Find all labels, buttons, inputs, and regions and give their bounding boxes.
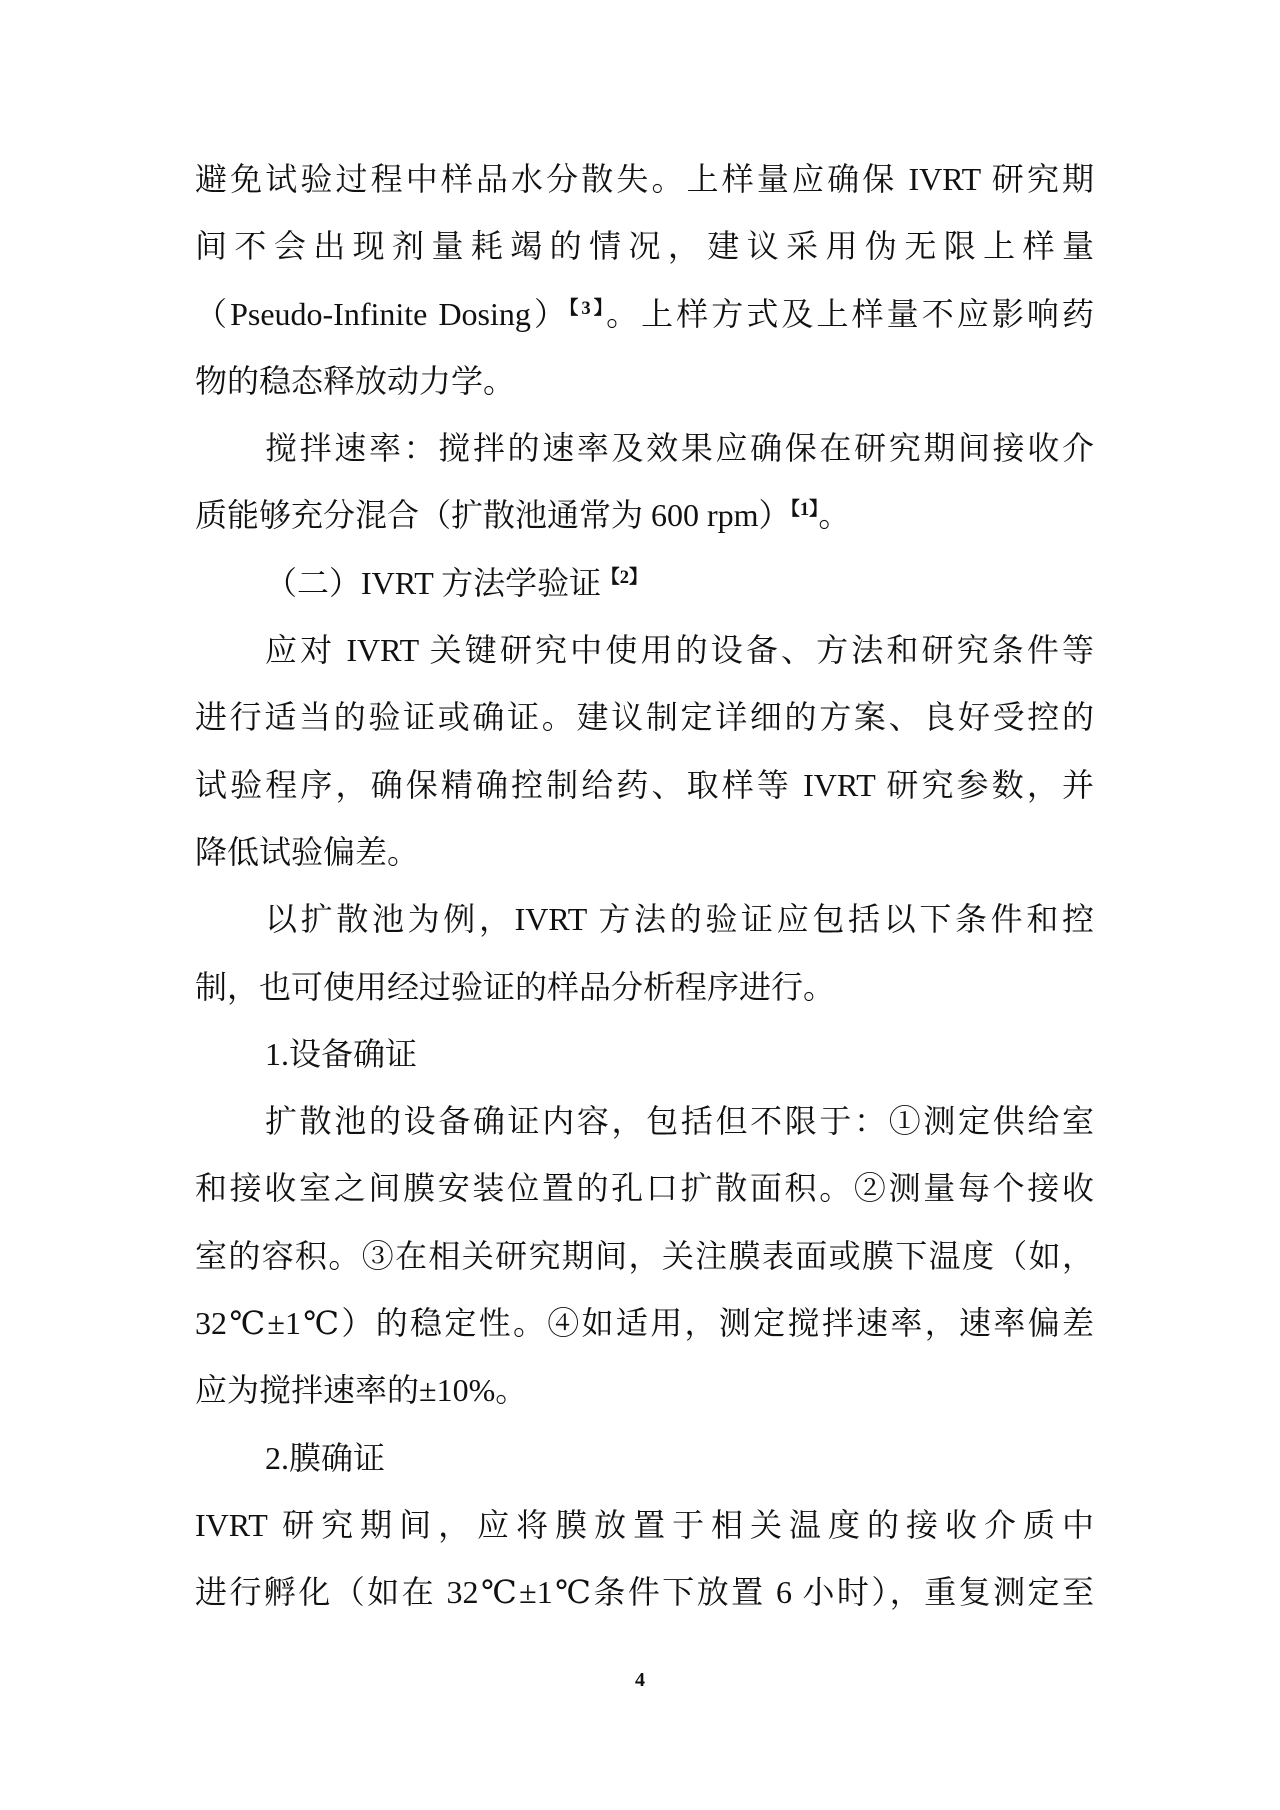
- paragraph: [195, 1088, 1094, 1424]
- text-line: 间不会出现剂量耗竭的情况，建议采用伪无限上样量: [195, 228, 1094, 265]
- reference-superscript: 【1】: [790, 499, 819, 521]
- text-line: 扩散池的设备确证内容，包括但不限于：①测定供给室: [265, 1103, 1094, 1140]
- text-line: 和接收室之间膜安装位置的孔口扩散面积。②测量每个接收: [195, 1170, 1094, 1207]
- text-line: 试验程序，确保精确控制给药、取样等 IVRT 研究参数，并: [195, 766, 1094, 803]
- text-line: 进行孵化（如在 32℃±1℃条件下放置 6 小时），重复测定至: [195, 1574, 1094, 1611]
- text-line: 搅拌速率：搅拌的速率及效果应确保在研究期间接收介: [265, 430, 1094, 467]
- text-line: IVRT 研究期间，应将膜放置于相关温度的接收介质中: [195, 1506, 1094, 1543]
- text-line: 降低试验偏差。: [195, 833, 420, 870]
- paragraph: [195, 886, 1094, 1021]
- text-line: 物的稳态释放动力学。: [195, 362, 516, 399]
- text-line: 32℃±1℃）的稳定性。④如适用，测定搅拌速率，速率偏差: [195, 1305, 1094, 1342]
- reference-superscript: 【2】: [601, 566, 648, 588]
- text-segment: 质能够充分混合（扩散池通常为 600 rpm）: [195, 497, 791, 534]
- text-line: 以扩散池为例，IVRT 方法的验证应包括以下条件和控: [265, 901, 1094, 938]
- paragraph: [195, 415, 1094, 550]
- body-text: [195, 146, 1094, 1627]
- text-line: 避免试验过程中样品水分散失。上样量应确保 IVRT 研究期: [195, 161, 1094, 197]
- paragraph: [195, 617, 1094, 886]
- text-line: 进行适当的验证或确证。建议制定详细的方案、良好受控的: [195, 699, 1094, 736]
- text-segment: 。上样方式及上样量不应影响药: [606, 295, 1094, 332]
- subsection-heading: 2.膜确证: [265, 1439, 386, 1476]
- text-line: [195, 281, 1094, 348]
- subsection-heading: 1.设备确证: [265, 1035, 418, 1072]
- paragraph: [195, 146, 1094, 415]
- paragraph: [195, 1492, 1094, 1627]
- text-line: [195, 482, 1094, 549]
- text-line: 室的容积。③在相关研究期间，关注膜表面或膜下温度（如，: [195, 1237, 1094, 1274]
- text-line: 应对 IVRT 关键研究中使用的设备、方法和研究条件等: [265, 632, 1094, 669]
- text-line: 应为搅拌速率的±10%。: [195, 1372, 528, 1409]
- page-number: 4: [635, 1669, 645, 1691]
- section-heading-text: （二）IVRT 方法学验证: [265, 564, 602, 601]
- text-segment: （Pseudo-Infinite Dosing）: [195, 295, 570, 332]
- text-line: 制，也可使用经过验证的样品分析程序进行。: [195, 968, 836, 1005]
- reference-superscript: 【3】: [569, 297, 607, 319]
- section-heading: [195, 550, 1094, 617]
- text-segment: 。: [818, 497, 851, 534]
